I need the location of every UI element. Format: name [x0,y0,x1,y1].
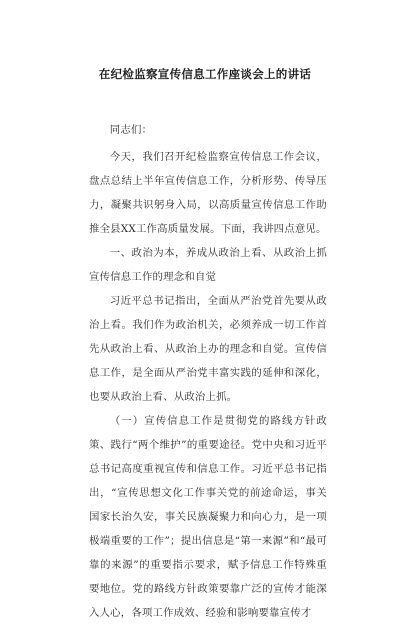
paragraph-section-1: 习近平总书记指出，全面从严治党首先要从政治上看。我们作为政治机关，必须养成一切工作首先从政治上看、从政治上办的理念和自觉。宣传信息工作，是全面从严治党丰富实践的延伸和深化，也要从政治上看、从政治上抓。 [89,295,327,403]
document-body [89,118,327,625]
paragraph-subsection-1: （一）宣传信息工作是贯彻党的路线方针政策、践行“两个维护”的重要途径。党中央和习近平总书记高度重视宣传和信息工作。习近平总书记指出，“宣传思想文化工作事关党的前途命运，事关国家长治久安，事关民族凝聚力和向心力，是一项极端重要的工作”；提出信息是“第一来源”和“最可靠的来源”的重要指示要求，赋予信息工作特殊重要地位。党的路线方针政策要靠广泛的宣传才能深入人心，各项工作成效、经验和影响要靠宣传才 [89,415,327,619]
section-heading-1: 一、政治为本，养成从政治上看、从政治上抓宣传信息工作的理念和自觉 [89,247,327,283]
greeting: 同志们： [109,124,153,136]
paragraph-intro: 今天，我们召开纪检监察宣传信息工作会议，盘点总结上半年宣传信息工作，分析形势、传导压力，凝聚共识躬身入局，以高质量宣传信息工作助推全县XX工作高质量发展。下面，我讲四点意见。 [89,151,327,235]
document-title: 在纪检监察宣传信息工作座谈会上的讲话 [98,67,312,81]
